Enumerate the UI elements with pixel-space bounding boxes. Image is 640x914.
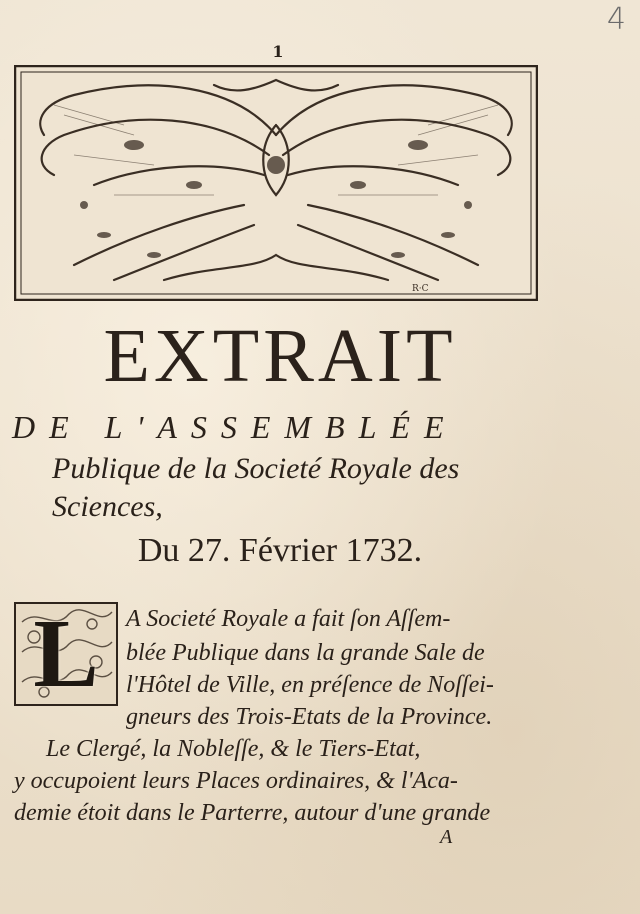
body-line-6: y occupoient leurs Places ordinaires, & l'Aca- xyxy=(14,768,458,794)
signature-mark: A xyxy=(440,826,453,848)
handwritten-folio-number: 4 xyxy=(606,2,626,37)
page-number: 1 xyxy=(272,42,284,61)
body-line-1: A Societé Royale a fait ſon Aſſem- xyxy=(126,606,451,632)
subtitle-line-3: Sciences, xyxy=(52,490,163,523)
body-line-7: demie étoit dans le Parterre, autour d'une grande xyxy=(14,800,491,826)
ornamental-initial-icon xyxy=(14,602,118,706)
body-line-3: l'Hôtel de Ville, en préſence de Noſſei- xyxy=(126,672,494,698)
body-line-5: Le Clergé, la Nobleſſe, & le Tiers-Etat, xyxy=(46,736,421,762)
body-line-4: gneurs des Trois-Etats de la Province. xyxy=(126,704,493,730)
subtitle-line-1: DE L'ASSEMBLÉE xyxy=(12,409,458,445)
drop-cap-letter: L xyxy=(33,600,99,708)
body-line-2: blée Publique dans la grande Sale de xyxy=(126,640,485,666)
headpiece-ornament-icon xyxy=(14,65,538,301)
document-date: Du 27. Février 1732. xyxy=(137,532,423,569)
subtitle-line-2: Publique de la Societé Royale des xyxy=(52,452,460,485)
ornament-initials: R·C xyxy=(412,284,429,294)
document-title: EXTRAIT xyxy=(103,314,457,398)
